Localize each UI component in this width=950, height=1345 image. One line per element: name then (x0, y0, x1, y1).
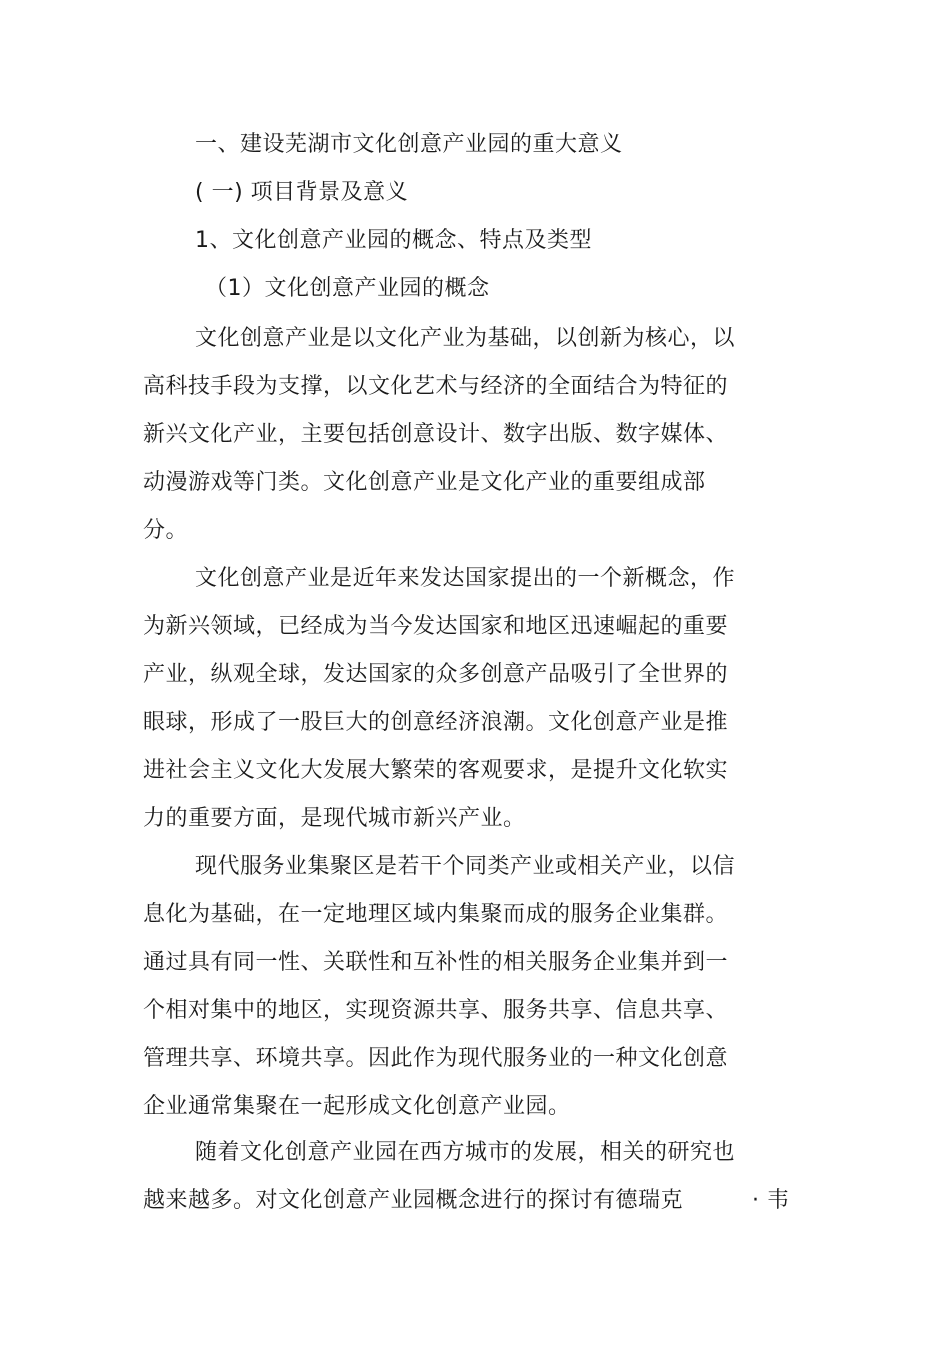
paragraph-line-trailing: · 韦 (752, 1188, 790, 1213)
paragraph-line: 企业通常集聚在一起形成文化创意产业园。 (143, 1094, 571, 1119)
paragraph-line: 眼球，形成了一股巨大的创意经济浪潮。文化创意产业是推 (143, 710, 729, 735)
heading-level-3: 1、文化创意产业园的概念、特点及类型 (195, 228, 592, 253)
paragraph-line: 随着文化创意产业园在西方城市的发展，相关的研究也 (195, 1140, 736, 1165)
paragraph-line: 息化为基础，在一定地理区域内集聚而成的服务企业集群。 (143, 902, 729, 927)
paragraph-line: 管理共享、环境共享。因此作为现代服务业的一种文化创意 (143, 1046, 729, 1071)
paragraph-line: 越来越多。对文化创意产业园概念进行的探讨有德瑞克 (143, 1188, 684, 1213)
paragraph-line: 进社会主义文化大发展大繁荣的客观要求，是提升文化软实 (143, 758, 729, 783)
paragraph-line: 个相对集中的地区，实现资源共享、服务共享、信息共享、 (143, 998, 729, 1023)
paragraph-line: 动漫游戏等门类。文化创意产业是文化产业的重要组成部 (143, 470, 706, 495)
paragraph-line: 文化创意产业是以文化产业为基础，以创新为核心，以 (195, 326, 736, 351)
heading-level-4: （1）文化创意产业园的概念 (205, 276, 490, 301)
paragraph-line: 分。 (143, 518, 189, 543)
paragraph-line: 力的重要方面，是现代城市新兴产业。 (143, 806, 526, 831)
paragraph-line: 产业，纵观全球，发达国家的众多创意产品吸引了全世界的 (143, 662, 729, 687)
heading-level-2: ( 一) 项目背景及意义 (195, 180, 409, 205)
paragraph-line: 通过具有同一性、关联性和互补性的相关服务企业集并到一 (143, 950, 729, 975)
paragraph-line: 高科技手段为支撑，以文化艺术与经济的全面结合为特征的 (143, 374, 729, 399)
paragraph-line: 为新兴领域，已经成为当今发达国家和地区迅速崛起的重要 (143, 614, 729, 639)
paragraph-line: 新兴文化产业，主要包括创意设计、数字出版、数字媒体、 (143, 422, 729, 447)
paragraph-line: 现代服务业集聚区是若干个同类产业或相关产业，以信 (195, 854, 736, 879)
paragraph-line: 文化创意产业是近年来发达国家提出的一个新概念，作 (195, 566, 736, 591)
heading-level-1: 一、建设芜湖市文化创意产业园的重大意义 (195, 132, 623, 157)
